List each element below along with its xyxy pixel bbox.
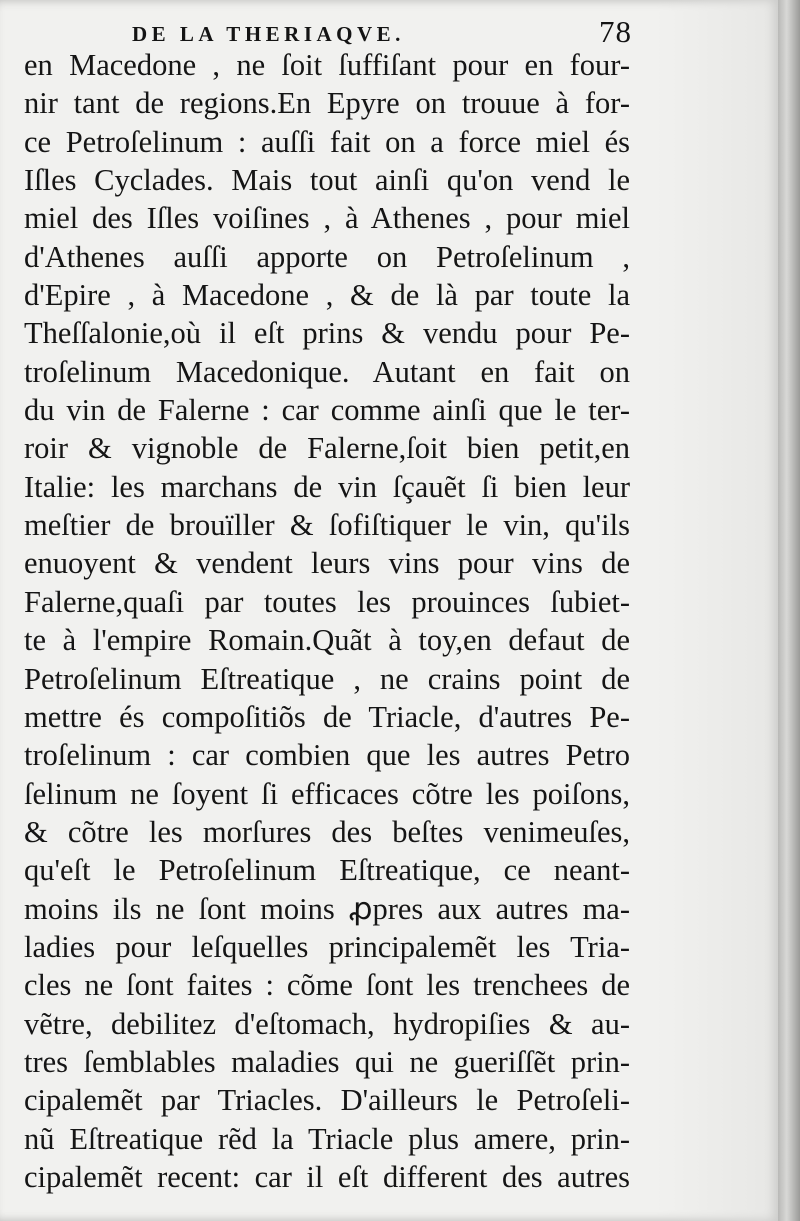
text-line: Theſſalonie,où il eſt prins & vendu pour Pe- — [24, 316, 630, 351]
text-line: Falerne,quaſi par toutes les prouinces ſubiet- — [24, 584, 630, 619]
body-text — [24, 46, 630, 1196]
text-line: du vin de Falerne : car comme ainſi que le ter- — [24, 393, 630, 428]
text-line: miel des Iſles voiſines , à Athenes , pour miel — [24, 201, 630, 236]
text-line: d'Epire , à Macedone , & de là par toute la — [24, 278, 630, 313]
text-line: d'Athenes auſſi apporte on Petroſelinum , — [24, 239, 630, 274]
text-line: vẽtre, debilitez d'eſtomach, hydropiſies & au- — [24, 1006, 630, 1041]
running-title: DE LA THERIAQVE. — [132, 22, 405, 46]
text-line: nũ Eſtreatique rẽd la Triacle plus amere, prin- — [24, 1121, 630, 1156]
text-line: cipalemẽt par Triacles. D'ailleurs le Petroſeli- — [24, 1083, 630, 1118]
text-line: cipalemẽt recent: car il eſt different des autres — [24, 1159, 630, 1194]
page-edge-shading — [655, 0, 780, 1221]
text-line: tres ſemblables maladies qui ne gueriſſẽt prin- — [24, 1044, 630, 1079]
text-line: ladies pour leſquelles principalemẽt les Tria- — [24, 929, 630, 964]
text-line: roir & vignoble de Falerne,ſoit bien petit,en — [24, 431, 630, 466]
text-line: Italie: les marchans de vin ſçauẽt ſi bien leur — [24, 469, 630, 504]
text-line: qu'eſt le Petroſelinum Eſtreatique, ce neant- — [24, 853, 630, 888]
text-line: mettre és compoſitiõs de Triacle, d'autres Pe- — [24, 699, 630, 734]
text-line: enuoyent & vendent leurs vins pour vins de — [24, 546, 630, 581]
text-line: Iſles Cyclades. Mais tout ainſi qu'on vend le — [24, 163, 630, 198]
text-line: en Macedone , ne ſoit ſuffiſant pour en four- — [24, 48, 630, 82]
text-line: te à l'empire Romain.Quãt à toy,en defaut de — [24, 623, 630, 658]
text-line: meſtier de brouïller & ſofiſtiquer le vin, qu'ils — [24, 508, 630, 543]
text-line: nir tant de regions.En Epyre on trouue à for- — [24, 86, 630, 121]
text-line: cles ne ſont faites : cõme ſont les trenchees de — [24, 968, 630, 1003]
text-line: & cõtre les morſures des beſtes venimeuſes, — [24, 814, 630, 849]
book-gutter-shadow — [778, 0, 800, 1221]
text-line: troſelinum Macedonique. Autant en fait on — [24, 354, 630, 389]
text-line: ce Petroſelinum : auſſi fait on a force miel és — [24, 124, 630, 159]
text-line: moins ils ne ſont moins ꝓpres aux autres ma- — [24, 891, 630, 926]
text-line: Petroſelinum Eſtreatique , ne crains point de — [24, 661, 630, 696]
text-line: troſelinum : car combien que les autres Petro — [24, 738, 630, 773]
text-line: ſelinum ne ſoyent ſi efficaces cõtre les poiſons, — [24, 776, 630, 811]
page-number: 78 — [599, 14, 632, 49]
page-header — [132, 16, 632, 50]
